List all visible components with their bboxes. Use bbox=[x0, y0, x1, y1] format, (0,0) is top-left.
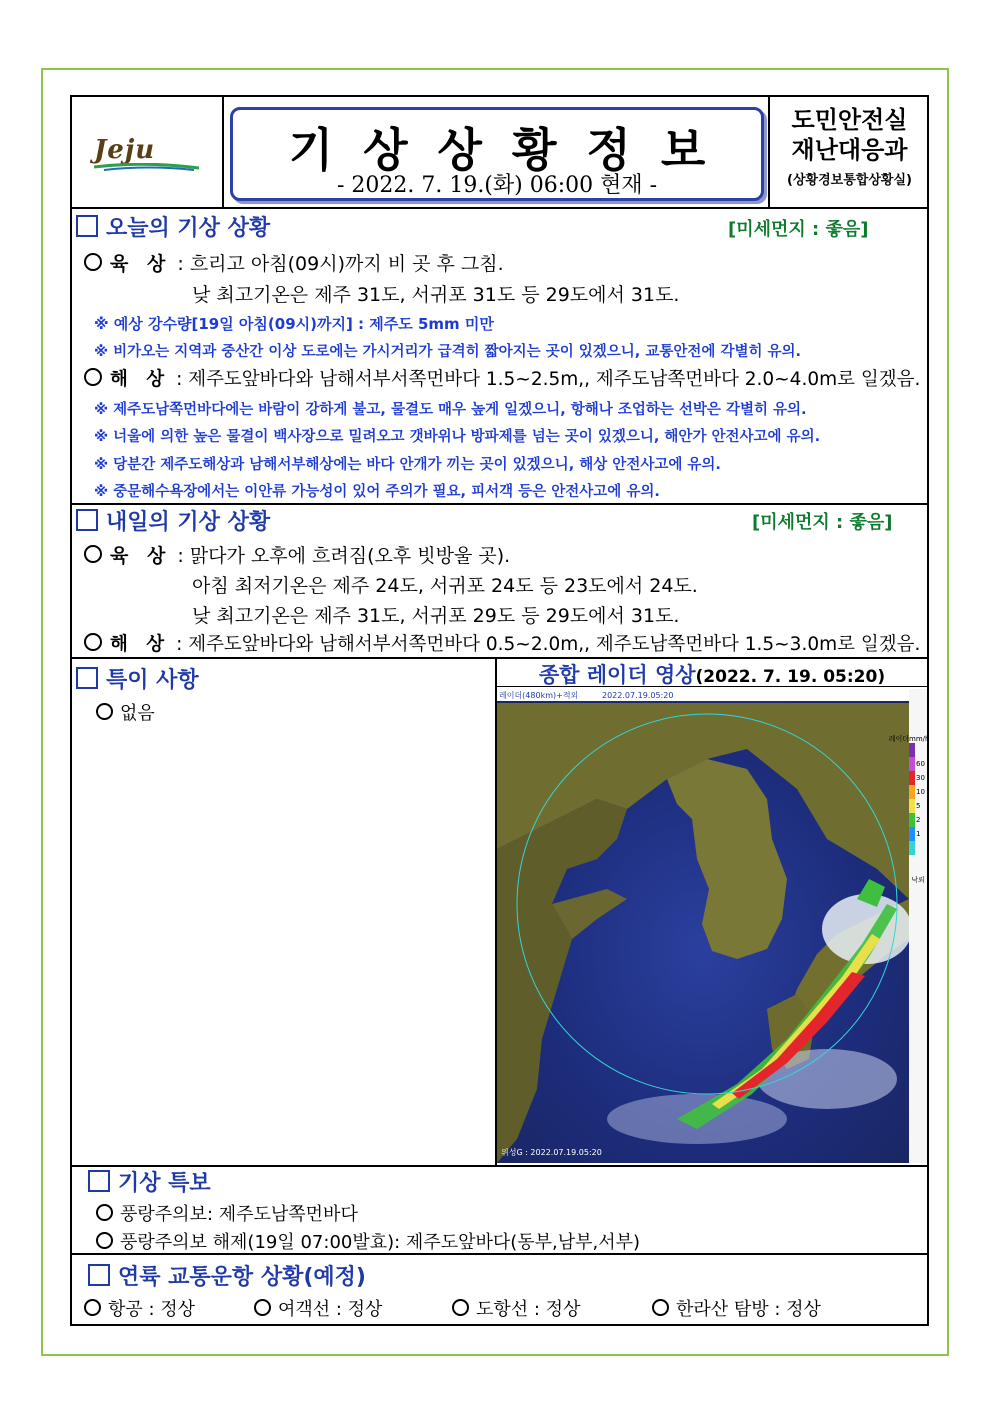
today-sea-row bbox=[84, 365, 920, 391]
circle-bullet-icon bbox=[652, 1299, 669, 1316]
today-note-rainfall: ※ 예상 강수량[19일 아침(09시)까지] : 제주도 5mm 미만 bbox=[94, 315, 494, 333]
circle-bullet-icon bbox=[84, 253, 102, 271]
legend-color bbox=[909, 771, 915, 785]
legend-value: 2 bbox=[916, 816, 921, 824]
legend-title: 레이더 bbox=[888, 735, 909, 743]
tomorrow-section-title bbox=[76, 505, 270, 536]
circle-bullet-icon bbox=[84, 1299, 101, 1316]
today-sea-label: 해 상 bbox=[110, 369, 171, 390]
org-division: 재난대응과 bbox=[791, 136, 908, 164]
legend-color bbox=[909, 813, 915, 827]
today-land-label: 육 상 bbox=[110, 253, 172, 275]
radar-timestamp: (2022. 7. 19. 05:20) bbox=[695, 667, 886, 687]
today-note-ripcurrent: ※ 중문해수욕장에서는 이안류 가능성이 있어 주의가 필요, 피서객 등은 안전사고에 유의. bbox=[94, 484, 660, 500]
circle-bullet-icon bbox=[452, 1299, 469, 1316]
checkbox-square-icon bbox=[88, 1264, 110, 1286]
radar-bottom-label: 위성G : 2022.07.19.05:20 bbox=[501, 1148, 602, 1157]
transport-ferry-text: 여객선 : 정상 bbox=[278, 1299, 383, 1320]
legend-swatch bbox=[909, 757, 927, 771]
tomorrow-sea-label: 해 상 bbox=[110, 634, 171, 655]
circle-bullet-icon bbox=[254, 1299, 271, 1316]
org-department: 도민안전실 bbox=[791, 106, 908, 134]
warnings-title-text: 기상 특보 bbox=[118, 1171, 211, 1196]
special-item-text: 없음 bbox=[120, 703, 155, 724]
tomorrow-land-row bbox=[84, 541, 510, 568]
tomorrow-dust-status: [미세먼지 : 좋음] bbox=[752, 512, 893, 533]
transport-air-text: 항공 : 정상 bbox=[108, 1299, 196, 1320]
today-note-fog: ※ 당분간 제주도해상과 남해서부해상에는 바다 안개가 끼는 곳이 있겠으니, 해상 안전사고에 유의. bbox=[94, 457, 721, 473]
legend-value: 5 bbox=[916, 802, 921, 810]
circle-bullet-icon bbox=[96, 1232, 113, 1249]
radar-title-text: 종합 레이더 영상 bbox=[538, 663, 696, 687]
today-note-swell: ※ 너울에 의한 높은 물결이 백사장으로 밀려오고 갯바위나 방파제를 넘는 곳이 있겠으니, 해안가 안전사고에 유의. bbox=[94, 429, 821, 445]
tomorrow-sea-line: : 제주도앞바다와 남해서부서쪽먼바다 0.5~2.0m,, 제주도남쪽먼바다 1.5~3.0m로 일겠음. bbox=[176, 634, 921, 655]
radar-top-label: 레이더(480km)+적외 bbox=[499, 691, 579, 700]
legend-swatch bbox=[909, 813, 927, 827]
special-title-text: 특이 사항 bbox=[106, 668, 199, 693]
radar-title bbox=[497, 659, 927, 689]
legend-swatch bbox=[909, 743, 927, 757]
warning-item-2-text: 풍랑주의보 해제(19일 07:00발효): 제주도앞바다(동부,남부,서부) bbox=[120, 1232, 641, 1253]
transport-island-text: 도항선 : 정상 bbox=[476, 1299, 581, 1320]
special-section-title bbox=[76, 663, 199, 694]
today-land-row bbox=[84, 249, 504, 276]
today-title-text: 오늘의 기상 상황 bbox=[106, 216, 271, 241]
legend-swatch bbox=[909, 827, 927, 841]
report-date: - 2022. 7. 19.(화) 06:00 현재 - bbox=[336, 173, 658, 198]
legend-color bbox=[909, 743, 915, 757]
org-office: (상황경보통합상황실) bbox=[787, 173, 912, 188]
radar-image bbox=[497, 689, 909, 1163]
org-cell bbox=[768, 97, 929, 207]
legend-color bbox=[909, 799, 915, 813]
warning-item-1 bbox=[96, 1200, 358, 1226]
legend-color bbox=[909, 757, 915, 771]
special-item bbox=[96, 699, 155, 725]
today-sea-line: : 제주도앞바다와 남해서부서쪽먼바다 1.5~2.5m,, 제주도남쪽먼바다 2.0~4.0m로 일겠음. bbox=[176, 369, 921, 390]
legend-swatch bbox=[909, 771, 927, 785]
checkbox-square-icon bbox=[76, 215, 98, 237]
weather-report bbox=[70, 95, 929, 1326]
tomorrow-land-line2: 아침 최저기온은 제주 24도, 서귀포 24도 등 23도에서 24도. bbox=[192, 575, 698, 597]
checkbox-square-icon bbox=[88, 1170, 110, 1192]
legend-color bbox=[909, 841, 915, 855]
warnings-section-title bbox=[88, 1166, 211, 1197]
tomorrow-land-line1: : 맑다가 오후에 흐려짐(오후 빗방울 곳). bbox=[177, 545, 511, 567]
tomorrow-land-line3: 낮 최고기온은 제주 31도, 서귀포 29도 등 29도에서 31도. bbox=[192, 605, 680, 627]
tomorrow-land-label: 육 상 bbox=[110, 545, 172, 567]
legend-value: 30 bbox=[916, 774, 925, 782]
checkbox-square-icon bbox=[76, 667, 98, 689]
logo-cell bbox=[72, 97, 224, 207]
warning-item-1-text: 풍랑주의보: 제주도남쪽먼바다 bbox=[120, 1204, 358, 1225]
logo-text: Jeju bbox=[94, 135, 156, 165]
legend-unit: mm/h bbox=[909, 735, 930, 743]
transport-hallasan bbox=[652, 1295, 821, 1321]
transport-ferry bbox=[254, 1295, 382, 1321]
transport-section-title bbox=[88, 1260, 366, 1291]
circle-bullet-icon bbox=[84, 545, 102, 563]
legend-value: 1 bbox=[916, 830, 921, 838]
today-note-wind: ※ 제주도남쪽먼바다에는 바람이 강하게 불고, 물결도 매우 높게 일겠으니, 항해나 조업하는 선박은 각별히 유의. bbox=[94, 402, 807, 418]
legend-scale bbox=[909, 743, 927, 855]
legend-lightning: 낙뢰 bbox=[911, 876, 925, 884]
legend-swatch bbox=[909, 785, 927, 799]
circle-bullet-icon bbox=[84, 368, 102, 386]
circle-bullet-icon bbox=[96, 703, 113, 720]
legend-value: 10 bbox=[916, 788, 925, 796]
divider bbox=[72, 1253, 927, 1255]
page-title: 기상상황정보 bbox=[288, 123, 736, 177]
transport-air bbox=[84, 1295, 195, 1321]
radar-title-divider bbox=[495, 686, 927, 687]
today-section-title bbox=[76, 211, 270, 242]
today-dust-status: [미세먼지 : 좋음] bbox=[728, 219, 869, 240]
jeju-logo bbox=[94, 135, 204, 175]
transport-hallasan-text: 한라산 탐방 : 정상 bbox=[676, 1299, 821, 1320]
radar-legend-strip bbox=[909, 689, 930, 1163]
tomorrow-sea-row bbox=[84, 630, 920, 656]
circle-bullet-icon bbox=[84, 633, 102, 651]
circle-bullet-icon bbox=[96, 1204, 113, 1221]
title-box bbox=[230, 107, 764, 201]
today-land-line1: : 흐리고 아침(09시)까지 비 곳 후 그침. bbox=[177, 253, 504, 275]
logo-swoosh-icon bbox=[94, 163, 199, 171]
today-note-visibility: ※ 비가오는 지역과 중산간 이상 도로에는 가시거리가 급격히 짧아지는 곳이 있겠으니, 교통안전에 각별히 유의. bbox=[94, 344, 802, 360]
warning-item-2 bbox=[96, 1228, 640, 1254]
radar-top-time: 2022.07.19.05:20 bbox=[602, 691, 674, 700]
legend-value: 60 bbox=[916, 760, 925, 768]
legend-swatch bbox=[909, 799, 927, 813]
transport-island bbox=[452, 1295, 580, 1321]
legend-swatch bbox=[909, 841, 927, 855]
transport-title-text: 연륙 교통운항 상황(예정) bbox=[118, 1265, 366, 1290]
legend-color bbox=[909, 827, 915, 841]
report-header bbox=[72, 97, 927, 209]
legend-color bbox=[909, 785, 915, 799]
today-land-line2: 낮 최고기온은 제주 31도, 서귀포 31도 등 29도에서 31도. bbox=[192, 284, 680, 306]
checkbox-square-icon bbox=[76, 509, 98, 531]
tomorrow-title-text: 내일의 기상 상황 bbox=[106, 510, 271, 535]
